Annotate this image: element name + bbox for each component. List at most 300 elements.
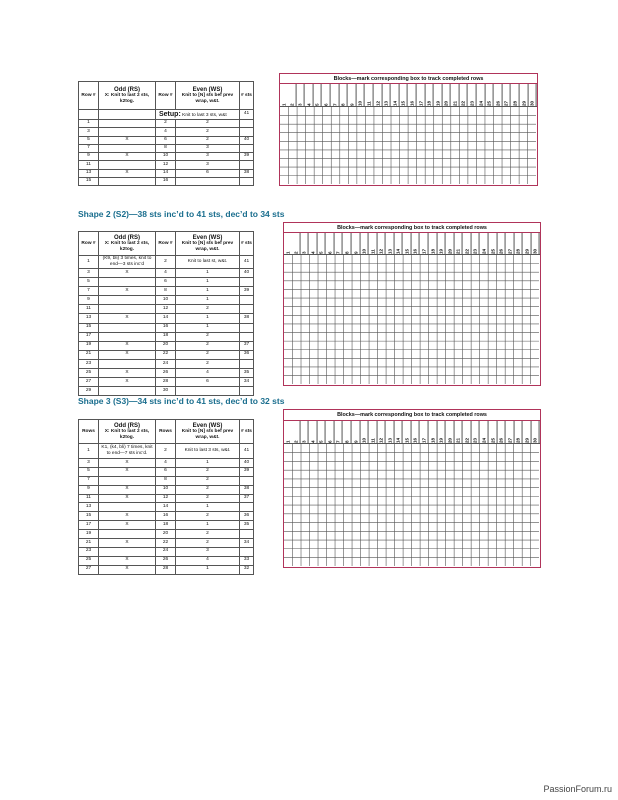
- cell-odd-row: 3: [79, 128, 99, 136]
- table-row: [79, 369, 254, 378]
- cell-odd: X: [99, 512, 156, 521]
- cell-even: 2: [176, 476, 240, 485]
- cell-sts: [240, 128, 254, 136]
- grid-column-number: 18: [429, 233, 438, 254]
- grid-column-number: 22: [463, 233, 472, 254]
- grid-column-number: 5: [313, 84, 322, 106]
- cell-odd: [99, 144, 156, 152]
- header-line: Even (WS): [192, 86, 223, 93]
- table-row: [79, 350, 254, 359]
- table-row: [79, 459, 254, 468]
- cell-odd-row: 11: [79, 305, 99, 314]
- cell-odd: X: [99, 314, 156, 323]
- cell-even-row: 18: [156, 332, 176, 341]
- cell-odd: X: [99, 136, 156, 144]
- cell-odd-row: 17: [79, 521, 99, 530]
- cell-even: 2: [176, 539, 240, 548]
- cell-sts: [240, 332, 254, 341]
- column-header-sts: # sts: [240, 232, 254, 256]
- grid-column-numbers: [280, 84, 537, 107]
- cell-odd-row: 1: [79, 444, 99, 459]
- cell-even-row: 16: [156, 323, 176, 332]
- grid-column-number: 8: [343, 233, 352, 254]
- grid-title: Blocks—mark corresponding box to track completed rows: [284, 223, 540, 233]
- cell-even-row: 14: [156, 169, 176, 177]
- grid-column-number: 29: [523, 421, 532, 443]
- grid-column-number: 5: [317, 421, 326, 443]
- grid-column-number: 9: [348, 84, 357, 106]
- cell-odd: X: [99, 378, 156, 387]
- cell-odd: [99, 387, 156, 396]
- cell-even-row: 2: [156, 444, 176, 459]
- cell-sts: 34: [240, 378, 254, 387]
- cell-sts: 41: [240, 444, 254, 459]
- cell-odd-row: 19: [79, 341, 99, 350]
- cell-odd: [99, 296, 156, 305]
- cell-odd-row: 13: [79, 314, 99, 323]
- cell-sts: [240, 387, 254, 396]
- grid-column-number: 12: [374, 84, 383, 106]
- grid-column-number: 6: [326, 233, 335, 254]
- cell-odd-row: 9: [79, 485, 99, 494]
- column-header-odd: [99, 232, 156, 256]
- cell-even: 2: [176, 467, 240, 476]
- cell-even-row: 20: [156, 341, 176, 350]
- cell-odd: X: [99, 485, 156, 494]
- cell-odd-row: 23: [79, 359, 99, 368]
- cell-even: 2: [176, 136, 240, 144]
- cell-even-row: 28: [156, 378, 176, 387]
- grid-column-number: 23: [468, 84, 477, 106]
- header-line: Knit to [N] sts bef prev: [181, 429, 234, 435]
- cell-sts: 38: [240, 485, 254, 494]
- tracking-boxes[interactable]: [284, 444, 539, 566]
- cell-even-row: 8: [156, 287, 176, 296]
- cell-sts: 36: [240, 350, 254, 359]
- cell-odd-row: 11: [79, 494, 99, 503]
- grid-column-number: 7: [334, 421, 343, 443]
- grid-column-number: 25: [489, 233, 498, 254]
- cell-odd: [99, 323, 156, 332]
- grid-column-number: 3: [296, 84, 305, 106]
- cell-odd-row: 13: [79, 169, 99, 177]
- column-header-odd: [99, 420, 156, 444]
- cell-even-row: 10: [156, 296, 176, 305]
- grid-column-number: 16: [408, 84, 417, 106]
- cell-odd-row: 15: [79, 178, 99, 186]
- column-header-row-even: Row #: [156, 82, 176, 110]
- shape3-blocks-grid: [283, 409, 541, 568]
- cell-even: 1: [176, 503, 240, 512]
- cell-even: 3: [176, 547, 240, 556]
- cell-even: [176, 178, 240, 186]
- cell-sts: 35: [240, 521, 254, 530]
- cell-even: 2: [176, 305, 240, 314]
- cell-odd-row: 11: [79, 161, 99, 169]
- cell-sts: [240, 178, 254, 186]
- grid-column-number: 25: [485, 84, 494, 106]
- cell-even-row: 28: [156, 565, 176, 574]
- grid-column-number: 23: [471, 421, 480, 443]
- cell-sts: [240, 120, 254, 128]
- grid-column-number: 29: [520, 84, 529, 106]
- grid-column-number: 26: [497, 233, 506, 254]
- cell-odd: X: [99, 459, 156, 468]
- grid-column-number: 3: [300, 421, 309, 443]
- grid-column-number: 17: [420, 421, 429, 443]
- table-row: [79, 494, 254, 503]
- grid-column-number: 7: [334, 233, 343, 254]
- header-row: [79, 420, 254, 444]
- grid-column-number: 21: [454, 421, 463, 443]
- cell-sts: [240, 530, 254, 539]
- table-row: [79, 161, 254, 169]
- grid-column-number: 6: [326, 421, 335, 443]
- grid-column-number: 10: [356, 84, 365, 106]
- cell-even: 2: [176, 341, 240, 350]
- column-header-even: [176, 232, 240, 256]
- grid-column-number: 11: [369, 233, 378, 254]
- cell-odd-row: 5: [79, 278, 99, 287]
- grid-column-number: 4: [309, 233, 318, 254]
- cell-even: 6: [176, 378, 240, 387]
- grid-column-number: 11: [369, 421, 378, 443]
- grid-column-number: 23: [471, 233, 480, 254]
- grid-column-number: 22: [459, 84, 468, 106]
- cell-even-row: 26: [156, 369, 176, 378]
- header-line: Knit to [N] sts bef prev: [181, 241, 234, 247]
- header-row: [79, 232, 254, 256]
- cell-odd: X: [99, 467, 156, 476]
- cell-even-row: 16: [156, 512, 176, 521]
- setup-cell: [156, 110, 240, 120]
- cell-even-row: 10: [156, 153, 176, 161]
- cell-even-row: 6: [156, 278, 176, 287]
- cell-odd: X: [99, 169, 156, 177]
- cell-even: 2: [176, 332, 240, 341]
- cell-sts: 39: [240, 153, 254, 161]
- cell-even: 2: [176, 359, 240, 368]
- cell-odd: X: [99, 521, 156, 530]
- grid-column-number: 14: [394, 233, 403, 254]
- grid-column-number: 12: [377, 421, 386, 443]
- table-row: [79, 153, 254, 161]
- cell-sts: 33: [240, 556, 254, 565]
- cell-odd: [99, 278, 156, 287]
- header-line: X: Knit to last 2 sts,: [104, 429, 150, 435]
- column-header-odd: [99, 82, 156, 110]
- grid-column-number: 1: [285, 251, 291, 254]
- cell-even: 2: [176, 512, 240, 521]
- cell-odd-row: 5: [79, 467, 99, 476]
- grid-column-number: 3: [300, 233, 309, 254]
- cell-odd: X: [99, 153, 156, 161]
- grid-column-number: 1: [285, 440, 291, 443]
- grid-column-number: 10: [360, 233, 369, 254]
- cell-odd-row: 25: [79, 556, 99, 565]
- cell-even-row: 8: [156, 144, 176, 152]
- setup-empty-cell: [99, 110, 156, 120]
- cell-sts: 32: [240, 565, 254, 574]
- cell-odd-row: 9: [79, 153, 99, 161]
- table-row: [79, 539, 254, 548]
- cell-odd: X: [99, 369, 156, 378]
- header-line: Even (WS): [192, 234, 223, 241]
- cell-odd-row: 7: [79, 476, 99, 485]
- cell-even-row: 14: [156, 503, 176, 512]
- cell-odd: X: [99, 287, 156, 296]
- table-row: [79, 120, 254, 128]
- grid-column-number: 20: [446, 421, 455, 443]
- cell-odd-row: 15: [79, 512, 99, 521]
- cell-even: 2: [176, 494, 240, 503]
- header-line: Odd (RS): [114, 234, 140, 241]
- setup-empty-cell: [79, 110, 99, 120]
- grid-column-number: 19: [434, 84, 443, 106]
- grid-column-number: 4: [305, 84, 314, 106]
- table-row: [79, 314, 254, 323]
- grid-column-number: 20: [446, 233, 455, 254]
- cell-sts: [240, 305, 254, 314]
- cell-odd: [99, 305, 156, 314]
- column-header-row-even: Rows: [156, 420, 176, 444]
- header-line: k2tog.: [119, 434, 135, 440]
- cell-even-row: 6: [156, 136, 176, 144]
- cell-odd: K1, (k4, bli) 7 times, knit to end—7 sts inc’d.: [99, 444, 156, 459]
- grid-column-number: 19: [437, 233, 446, 254]
- cell-odd-row: 13: [79, 503, 99, 512]
- cell-odd: [99, 128, 156, 136]
- cell-odd-row: 7: [79, 144, 99, 152]
- grid-column-number: 24: [477, 84, 486, 106]
- cell-even-row: 22: [156, 350, 176, 359]
- grid-column-number: 12: [377, 233, 386, 254]
- table-row: [79, 128, 254, 136]
- cell-even-row: 22: [156, 539, 176, 548]
- cell-odd-row: 21: [79, 350, 99, 359]
- cell-even: 1: [176, 323, 240, 332]
- cell-sts: 40: [240, 269, 254, 278]
- cell-odd: [99, 547, 156, 556]
- cell-sts: 37: [240, 341, 254, 350]
- table-row: [79, 530, 254, 539]
- grid-column-number: 4: [309, 421, 318, 443]
- cell-sts: 40: [240, 459, 254, 468]
- cell-sts: [240, 359, 254, 368]
- column-header-row-odd: Row #: [79, 82, 99, 110]
- cell-even: 2: [176, 128, 240, 136]
- grid-column-number: 9: [352, 233, 361, 254]
- table-row: [79, 278, 254, 287]
- cell-even-row: 2: [156, 120, 176, 128]
- cell-odd-row: 25: [79, 369, 99, 378]
- cell-even: 1: [176, 296, 240, 305]
- cell-even: 1: [176, 459, 240, 468]
- cell-even-row: 26: [156, 556, 176, 565]
- grid-title: Blocks—mark corresponding box to track completed rows: [280, 74, 537, 84]
- cell-odd: [99, 178, 156, 186]
- grid-column-number: 15: [403, 233, 412, 254]
- grid-column-number: 21: [451, 84, 460, 106]
- cell-odd-row: 3: [79, 459, 99, 468]
- cell-sts: [240, 161, 254, 169]
- cell-odd: X: [99, 269, 156, 278]
- setup-label: Setup:: [159, 110, 181, 118]
- cell-even-row: 12: [156, 494, 176, 503]
- grid-column-number: 30: [531, 233, 540, 254]
- grid-column-number: 9: [352, 421, 361, 443]
- grid-column-number: 14: [394, 421, 403, 443]
- cell-even: 2: [176, 530, 240, 539]
- cell-even: 1: [176, 278, 240, 287]
- cell-odd-row: 5: [79, 136, 99, 144]
- cell-odd-row: 21: [79, 539, 99, 548]
- cell-even-row: 18: [156, 521, 176, 530]
- cell-odd-row: 27: [79, 378, 99, 387]
- grid-column-numbers: [284, 233, 540, 255]
- table-row: [79, 485, 254, 494]
- grid-column-number: 8: [343, 421, 352, 443]
- cell-odd: X: [99, 556, 156, 565]
- table-row: [79, 556, 254, 565]
- cell-sts: 40: [240, 136, 254, 144]
- grid-column-number: 8: [339, 84, 348, 106]
- grid-column-number: 18: [429, 421, 438, 443]
- grid-column-number: 7: [331, 84, 340, 106]
- header-line: X: Knit to last 2 sts,: [104, 93, 150, 99]
- grid-column-numbers: [284, 421, 540, 444]
- column-header-even: [176, 420, 240, 444]
- cell-even: 3: [176, 144, 240, 152]
- table-row: [79, 503, 254, 512]
- header-line: X: Knit to last 2 sts,: [104, 241, 150, 247]
- cell-odd-row: 27: [79, 565, 99, 574]
- setup-text: Knit to last 3 sts, w&t: [182, 112, 227, 118]
- shape2-title: Shape 2 (S2)—38 sts inc’d to 41 sts, dec’d to 34 sts: [78, 209, 285, 219]
- cell-odd-row: 15: [79, 323, 99, 332]
- grid-column-number: 26: [497, 421, 506, 443]
- column-header-row-odd: Row #: [79, 232, 99, 256]
- cell-odd-row: 19: [79, 530, 99, 539]
- cell-even-row: 2: [156, 256, 176, 269]
- header-line: Even (WS): [192, 422, 223, 429]
- grid-column-number: 28: [511, 84, 520, 106]
- cell-odd-row: 29: [79, 387, 99, 396]
- cell-even-row: 14: [156, 314, 176, 323]
- table-row: [79, 547, 254, 556]
- cell-even-row: 24: [156, 359, 176, 368]
- table-row: [79, 305, 254, 314]
- grid-column-number: 24: [480, 421, 489, 443]
- cell-odd: X: [99, 341, 156, 350]
- column-header-sts: # sts: [240, 82, 254, 110]
- table-row: [79, 565, 254, 574]
- tracking-boxes[interactable]: [284, 255, 539, 384]
- table-row: [79, 521, 254, 530]
- shape1-blocks-grid: [279, 73, 538, 186]
- grid-column-number: 20: [442, 84, 451, 106]
- header-line: k2tog.: [119, 246, 135, 252]
- grid-column-number: 24: [480, 233, 489, 254]
- grid-column-number: 26: [494, 84, 503, 106]
- grid-column-number: 11: [365, 84, 374, 106]
- grid-column-number: 27: [506, 233, 515, 254]
- cell-even-row: 4: [156, 269, 176, 278]
- table-row: [79, 144, 254, 152]
- column-header-row-odd: Rows: [79, 420, 99, 444]
- cell-odd-row: 23: [79, 547, 99, 556]
- grid-column-number: 5: [317, 233, 326, 254]
- grid-column-number: 28: [514, 421, 523, 443]
- cell-even: 3: [176, 161, 240, 169]
- grid-column-number: 13: [386, 233, 395, 254]
- cell-even-row: 4: [156, 459, 176, 468]
- cell-odd: [99, 476, 156, 485]
- table-row: [79, 178, 254, 186]
- tracking-boxes[interactable]: [280, 107, 536, 184]
- setup-row: [79, 110, 254, 120]
- cell-even: 1: [176, 287, 240, 296]
- header-line: wrap, w&t.: [195, 434, 220, 440]
- cell-sts: [240, 296, 254, 305]
- cell-odd-row: 17: [79, 332, 99, 341]
- cell-even: 2: [176, 120, 240, 128]
- cell-even: 6: [176, 169, 240, 177]
- cell-odd-row: 1: [79, 120, 99, 128]
- cell-odd: X: [99, 565, 156, 574]
- grid-column-number: 28: [514, 233, 523, 254]
- cell-odd: [99, 530, 156, 539]
- column-header-even: [176, 82, 240, 110]
- grid-column-number: 13: [382, 84, 391, 106]
- cell-even-row: 16: [156, 178, 176, 186]
- cell-even-row: 8: [156, 476, 176, 485]
- header-line: Odd (RS): [114, 422, 140, 429]
- setup-sts: 41: [240, 110, 254, 120]
- grid-column-number: 14: [391, 84, 400, 106]
- grid-column-number: 29: [523, 233, 532, 254]
- cell-odd: X: [99, 494, 156, 503]
- grid-column-number: 15: [399, 84, 408, 106]
- table-row: [79, 341, 254, 350]
- table-row: [79, 332, 254, 341]
- cell-odd: X: [99, 350, 156, 359]
- cell-even-row: 10: [156, 485, 176, 494]
- shape3-title: Shape 3 (S3)—34 sts inc’d to 41 sts, dec’d to 32 sts: [78, 396, 285, 406]
- cell-even: [176, 387, 240, 396]
- grid-column-number: 6: [322, 84, 331, 106]
- cell-sts: [240, 144, 254, 152]
- cell-even: 3: [176, 153, 240, 161]
- watermark-text: PassionForum.ru: [543, 784, 612, 794]
- table-row: [79, 296, 254, 305]
- grid-column-number: 22: [463, 421, 472, 443]
- table-row: [79, 387, 254, 396]
- header-line: Odd (RS): [114, 86, 140, 93]
- table-row: [79, 359, 254, 368]
- cell-sts: [240, 323, 254, 332]
- cell-sts: 38: [240, 169, 254, 177]
- cell-sts: 39: [240, 467, 254, 476]
- cell-sts: 37: [240, 494, 254, 503]
- cell-sts: 34: [240, 539, 254, 548]
- cell-odd: [99, 120, 156, 128]
- cell-sts: 36: [240, 512, 254, 521]
- grid-column-number: 10: [360, 421, 369, 443]
- cell-even: 1: [176, 565, 240, 574]
- cell-even: Knit to last 3 sts, w&t.: [176, 444, 240, 459]
- grid-column-number: 15: [403, 421, 412, 443]
